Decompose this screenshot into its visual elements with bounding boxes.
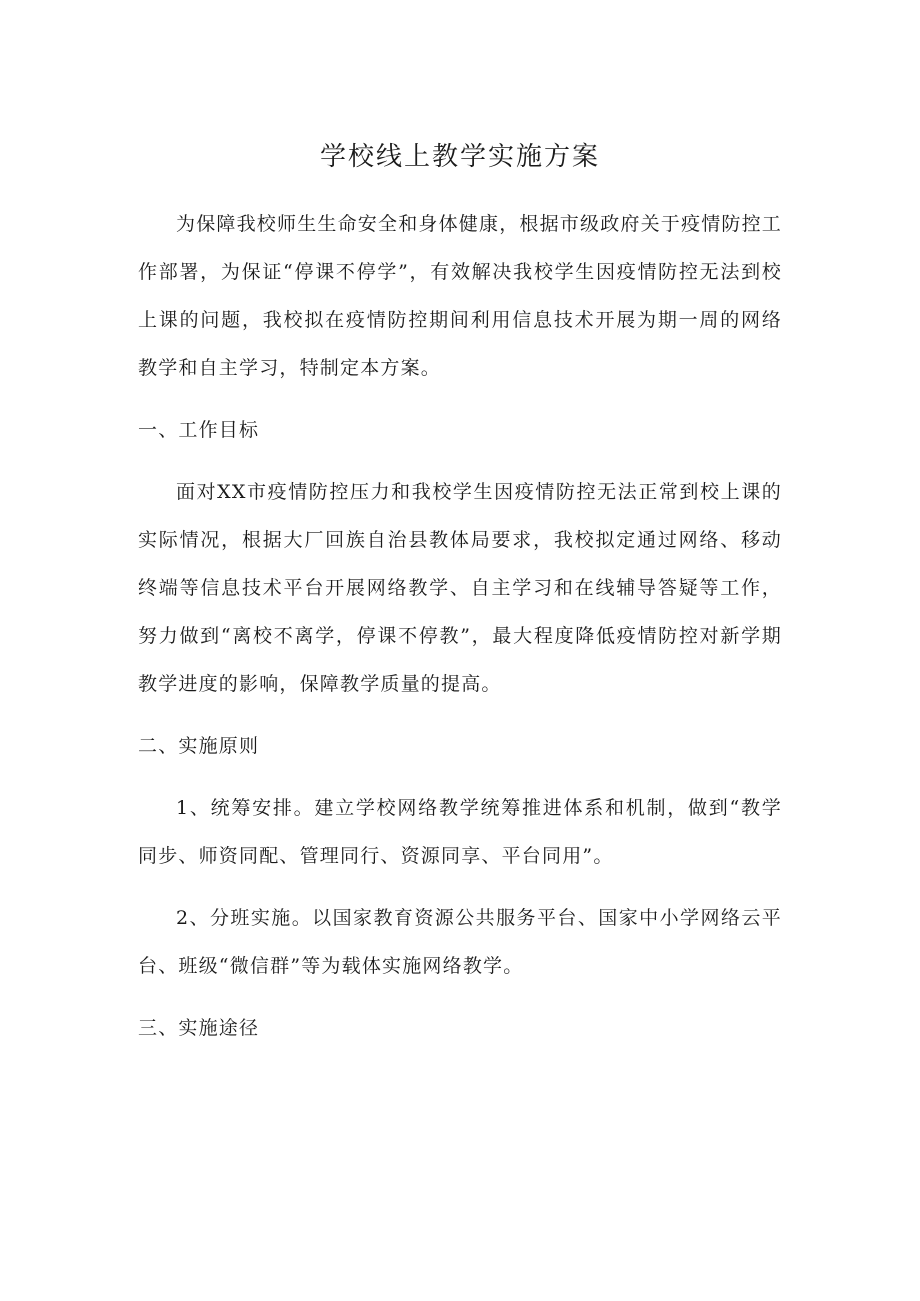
spacer xyxy=(138,392,782,406)
spacer xyxy=(138,880,782,894)
intro-paragraph: 为保障我校师生生命安全和身体健康，根据市级政府关于疫情防控工作部署，为保证“停课不停学”，有效解决我校学生因疫情防控无法到校上课的问题，我校拟在疫情防控期间利用信息技术开展为期一周的网络教学和自主学习，特制定本方案。 xyxy=(138,213,783,379)
section-heading-goals: 一、工作目标 xyxy=(138,419,260,441)
section-heading-approach: 三、实施途径 xyxy=(138,1017,260,1039)
spacer xyxy=(138,990,782,1004)
principle-item-1: 1、统筹安排。建立学校网络教学统筹推进体系和机制，做到“教学同步、师资同配、管理同行、资源同享、平台同用”。 xyxy=(138,797,782,867)
spacer xyxy=(138,708,782,722)
goals-paragraph: 面对XX市疫情防控压力和我校学生因疫情防控无法正常到校上课的实际情况，根据大厂回族自治县教体局要求，我校拟定通过网络、移动终端等信息技术平台开展网络教学、自主学习和在线辅导答疑等工作，努力做到“离校不离学，停课不停教”，最大程度降低疫情防控对新学期教学进度的影响，保障教学质量的提高。 xyxy=(138,481,782,695)
spacer xyxy=(138,454,782,468)
spacer xyxy=(138,770,782,784)
principle-item-2: 2、分班实施。以国家教育资源公共服务平台、国家中小学网络云平台、班级“微信群”等为载体实施网络教学。 xyxy=(138,907,782,977)
section-heading-principles: 二、实施原则 xyxy=(138,735,260,757)
document-title: 学校线上教学实施方案 xyxy=(319,142,600,172)
